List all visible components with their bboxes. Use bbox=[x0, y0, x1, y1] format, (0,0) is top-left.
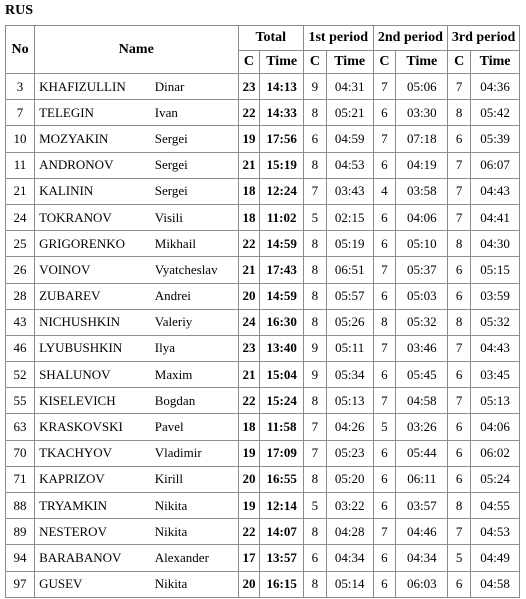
player-number: 89 bbox=[6, 519, 35, 545]
p3-time: 04:53 bbox=[471, 519, 520, 545]
header-total: Total bbox=[238, 26, 303, 51]
p1-shifts: 8 bbox=[303, 466, 326, 492]
p3-shifts: 7 bbox=[448, 335, 471, 361]
player-last-name: ZUBAREV bbox=[35, 283, 149, 309]
player-last-name: BARABANOV bbox=[35, 545, 149, 571]
p3-time: 04:06 bbox=[471, 414, 520, 440]
p2-shifts: 6 bbox=[373, 571, 396, 597]
p1-time: 06:51 bbox=[326, 257, 373, 283]
p2-shifts: 7 bbox=[373, 74, 396, 100]
player-last-name: LYUBUSHKIN bbox=[35, 335, 149, 361]
player-first-name: Mikhail bbox=[149, 231, 238, 257]
p1-time: 05:19 bbox=[326, 231, 373, 257]
team-title: RUS bbox=[5, 3, 34, 18]
player-first-name: Valeriy bbox=[149, 309, 238, 335]
p3-shifts: 7 bbox=[448, 204, 471, 230]
player-first-name: Sergei bbox=[149, 178, 238, 204]
player-first-name: Nikita bbox=[149, 493, 238, 519]
total-shifts: 24 bbox=[238, 309, 260, 335]
header-name: Name bbox=[35, 26, 238, 74]
total-time: 17:43 bbox=[260, 257, 304, 283]
p1-shifts: 5 bbox=[303, 493, 326, 519]
p2-time: 04:46 bbox=[396, 519, 448, 545]
p3-shifts: 6 bbox=[448, 126, 471, 152]
player-number: 43 bbox=[6, 309, 35, 335]
player-number: 7 bbox=[6, 100, 35, 126]
player-number: 94 bbox=[6, 545, 35, 571]
p1-shifts: 8 bbox=[303, 283, 326, 309]
table-body bbox=[6, 74, 520, 598]
total-shifts: 21 bbox=[238, 257, 260, 283]
total-time: 17:56 bbox=[260, 126, 304, 152]
p1-time: 04:53 bbox=[326, 152, 373, 178]
p2-time: 04:58 bbox=[396, 388, 448, 414]
p1-time: 05:11 bbox=[326, 335, 373, 361]
p1-time: 05:26 bbox=[326, 309, 373, 335]
table-row bbox=[6, 283, 520, 309]
p2-time: 05:44 bbox=[396, 440, 448, 466]
p3-time: 04:41 bbox=[471, 204, 520, 230]
p3-time: 05:42 bbox=[471, 100, 520, 126]
p2-shifts: 6 bbox=[373, 466, 396, 492]
player-last-name: GRIGORENKO bbox=[35, 231, 149, 257]
p1-shifts: 8 bbox=[303, 100, 326, 126]
p3-shifts: 8 bbox=[448, 493, 471, 519]
player-first-name: Andrei bbox=[149, 283, 238, 309]
table-row bbox=[6, 440, 520, 466]
player-first-name: Sergei bbox=[149, 152, 238, 178]
p2-shifts: 6 bbox=[373, 100, 396, 126]
p1-time: 05:20 bbox=[326, 466, 373, 492]
p3-time: 05:32 bbox=[471, 309, 520, 335]
p2-shifts: 7 bbox=[373, 257, 396, 283]
p2-shifts: 6 bbox=[373, 283, 396, 309]
p3-shifts: 7 bbox=[448, 74, 471, 100]
player-last-name: MOZYAKIN bbox=[35, 126, 149, 152]
player-number: 63 bbox=[6, 414, 35, 440]
p2-time: 03:57 bbox=[396, 493, 448, 519]
p2-time: 05:45 bbox=[396, 362, 448, 388]
player-last-name: SHALUNOV bbox=[35, 362, 149, 388]
p1-time: 05:13 bbox=[326, 388, 373, 414]
p2-shifts: 7 bbox=[373, 335, 396, 361]
header-p1-c: C bbox=[303, 51, 326, 74]
p2-time: 05:37 bbox=[396, 257, 448, 283]
total-time: 12:14 bbox=[260, 493, 304, 519]
p3-shifts: 6 bbox=[448, 362, 471, 388]
total-time: 11:02 bbox=[260, 204, 304, 230]
p1-shifts: 8 bbox=[303, 152, 326, 178]
p2-time: 05:32 bbox=[396, 309, 448, 335]
header-period-3: 3rd period bbox=[448, 26, 520, 51]
p1-shifts: 6 bbox=[303, 545, 326, 571]
p2-shifts: 6 bbox=[373, 545, 396, 571]
player-number: 71 bbox=[6, 466, 35, 492]
player-last-name: KALININ bbox=[35, 178, 149, 204]
total-time: 16:15 bbox=[260, 571, 304, 597]
p3-shifts: 6 bbox=[448, 571, 471, 597]
total-shifts: 19 bbox=[238, 126, 260, 152]
p1-time: 05:34 bbox=[326, 362, 373, 388]
p2-shifts: 5 bbox=[373, 414, 396, 440]
p1-shifts: 9 bbox=[303, 335, 326, 361]
total-time: 14:13 bbox=[260, 74, 304, 100]
player-last-name: KISELEVICH bbox=[35, 388, 149, 414]
p2-shifts: 6 bbox=[373, 362, 396, 388]
p3-time: 06:02 bbox=[471, 440, 520, 466]
p1-shifts: 7 bbox=[303, 414, 326, 440]
player-last-name: GUSEV bbox=[35, 571, 149, 597]
total-time: 15:19 bbox=[260, 152, 304, 178]
p3-shifts: 8 bbox=[448, 309, 471, 335]
total-shifts: 21 bbox=[238, 152, 260, 178]
table-row bbox=[6, 231, 520, 257]
p3-shifts: 8 bbox=[448, 100, 471, 126]
total-shifts: 18 bbox=[238, 178, 260, 204]
p1-time: 04:59 bbox=[326, 126, 373, 152]
total-shifts: 20 bbox=[238, 283, 260, 309]
p3-shifts: 6 bbox=[448, 283, 471, 309]
header-row-top bbox=[6, 26, 520, 51]
player-first-name: Kirill bbox=[149, 466, 238, 492]
total-time: 14:07 bbox=[260, 519, 304, 545]
player-first-name: Visili bbox=[149, 204, 238, 230]
header-period-1: 1st period bbox=[303, 26, 373, 51]
player-number: 25 bbox=[6, 231, 35, 257]
p3-shifts: 6 bbox=[448, 257, 471, 283]
player-last-name: NICHUSHKIN bbox=[35, 309, 149, 335]
total-shifts: 22 bbox=[238, 231, 260, 257]
p2-shifts: 6 bbox=[373, 152, 396, 178]
header-p2-time: Time bbox=[396, 51, 448, 74]
player-number: 88 bbox=[6, 493, 35, 519]
p2-time: 03:46 bbox=[396, 335, 448, 361]
total-shifts: 22 bbox=[238, 100, 260, 126]
player-number: 24 bbox=[6, 204, 35, 230]
total-time: 13:57 bbox=[260, 545, 304, 571]
p1-time: 05:57 bbox=[326, 283, 373, 309]
table-row bbox=[6, 257, 520, 283]
total-time: 12:24 bbox=[260, 178, 304, 204]
player-number: 11 bbox=[6, 152, 35, 178]
total-time: 14:59 bbox=[260, 231, 304, 257]
p1-shifts: 8 bbox=[303, 519, 326, 545]
p1-shifts: 7 bbox=[303, 440, 326, 466]
p1-shifts: 8 bbox=[303, 571, 326, 597]
header-total-c: C bbox=[238, 51, 260, 74]
p3-shifts: 6 bbox=[448, 440, 471, 466]
table-row bbox=[6, 126, 520, 152]
total-shifts: 17 bbox=[238, 545, 260, 571]
player-first-name: Ivan bbox=[149, 100, 238, 126]
total-time: 17:09 bbox=[260, 440, 304, 466]
p3-time: 04:36 bbox=[471, 74, 520, 100]
table-row bbox=[6, 335, 520, 361]
p1-shifts: 6 bbox=[303, 126, 326, 152]
p3-shifts: 8 bbox=[448, 231, 471, 257]
p3-time: 04:43 bbox=[471, 335, 520, 361]
player-number: 46 bbox=[6, 335, 35, 361]
player-last-name: TKACHYOV bbox=[35, 440, 149, 466]
p2-time: 05:03 bbox=[396, 283, 448, 309]
p3-shifts: 7 bbox=[448, 388, 471, 414]
table-row bbox=[6, 519, 520, 545]
p2-shifts: 6 bbox=[373, 440, 396, 466]
p3-time: 05:13 bbox=[471, 388, 520, 414]
player-first-name: Ilya bbox=[149, 335, 238, 361]
total-shifts: 21 bbox=[238, 362, 260, 388]
p1-time: 02:15 bbox=[326, 204, 373, 230]
player-last-name: TELEGIN bbox=[35, 100, 149, 126]
p1-shifts: 7 bbox=[303, 178, 326, 204]
player-number: 26 bbox=[6, 257, 35, 283]
p1-shifts: 8 bbox=[303, 257, 326, 283]
p1-time: 04:28 bbox=[326, 519, 373, 545]
table-row bbox=[6, 178, 520, 204]
total-time: 16:30 bbox=[260, 309, 304, 335]
header-total-time: Time bbox=[260, 51, 304, 74]
p2-time: 03:58 bbox=[396, 178, 448, 204]
header-p2-c: C bbox=[373, 51, 396, 74]
p2-time: 06:03 bbox=[396, 571, 448, 597]
player-first-name: Bogdan bbox=[149, 388, 238, 414]
p1-shifts: 9 bbox=[303, 74, 326, 100]
p3-shifts: 6 bbox=[448, 414, 471, 440]
player-first-name: Vyatcheslav bbox=[149, 257, 238, 283]
p3-shifts: 6 bbox=[448, 466, 471, 492]
p1-shifts: 8 bbox=[303, 309, 326, 335]
p3-time: 03:45 bbox=[471, 362, 520, 388]
total-time: 14:59 bbox=[260, 283, 304, 309]
total-time: 15:24 bbox=[260, 388, 304, 414]
player-toi-table bbox=[5, 25, 520, 598]
player-first-name: Nikita bbox=[149, 519, 238, 545]
player-last-name: ANDRONOV bbox=[35, 152, 149, 178]
player-last-name: TOKRANOV bbox=[35, 204, 149, 230]
total-shifts: 19 bbox=[238, 440, 260, 466]
player-last-name: VOINOV bbox=[35, 257, 149, 283]
p1-time: 04:34 bbox=[326, 545, 373, 571]
p1-shifts: 9 bbox=[303, 362, 326, 388]
p2-time: 04:34 bbox=[396, 545, 448, 571]
p2-shifts: 6 bbox=[373, 493, 396, 519]
p3-time: 05:24 bbox=[471, 466, 520, 492]
p3-shifts: 7 bbox=[448, 178, 471, 204]
player-first-name: Alexander bbox=[149, 545, 238, 571]
header-p3-time: Time bbox=[471, 51, 520, 74]
p2-time: 04:06 bbox=[396, 204, 448, 230]
table-row bbox=[6, 466, 520, 492]
player-first-name: Nikita bbox=[149, 571, 238, 597]
p2-time: 07:18 bbox=[396, 126, 448, 152]
table-row bbox=[6, 571, 520, 597]
total-shifts: 22 bbox=[238, 388, 260, 414]
p3-time: 06:07 bbox=[471, 152, 520, 178]
p1-time: 04:31 bbox=[326, 74, 373, 100]
player-number: 70 bbox=[6, 440, 35, 466]
player-first-name: Pavel bbox=[149, 414, 238, 440]
total-time: 14:33 bbox=[260, 100, 304, 126]
p1-time: 05:14 bbox=[326, 571, 373, 597]
player-number: 28 bbox=[6, 283, 35, 309]
p3-shifts: 7 bbox=[448, 152, 471, 178]
table-row bbox=[6, 493, 520, 519]
total-time: 16:55 bbox=[260, 466, 304, 492]
p1-time: 03:22 bbox=[326, 493, 373, 519]
total-shifts: 20 bbox=[238, 466, 260, 492]
total-shifts: 22 bbox=[238, 519, 260, 545]
table-row bbox=[6, 388, 520, 414]
table-row bbox=[6, 74, 520, 100]
total-time: 13:40 bbox=[260, 335, 304, 361]
table-row bbox=[6, 362, 520, 388]
table-row bbox=[6, 309, 520, 335]
table-row bbox=[6, 152, 520, 178]
p1-time: 05:23 bbox=[326, 440, 373, 466]
table-row bbox=[6, 414, 520, 440]
player-last-name: KHAFIZULLIN bbox=[35, 74, 149, 100]
table-row bbox=[6, 204, 520, 230]
player-last-name: NESTEROV bbox=[35, 519, 149, 545]
p2-shifts: 7 bbox=[373, 388, 396, 414]
player-number: 21 bbox=[6, 178, 35, 204]
total-shifts: 18 bbox=[238, 414, 260, 440]
player-last-name: TRYAMKIN bbox=[35, 493, 149, 519]
p3-time: 05:39 bbox=[471, 126, 520, 152]
p3-shifts: 5 bbox=[448, 545, 471, 571]
total-shifts: 18 bbox=[238, 204, 260, 230]
player-first-name: Sergei bbox=[149, 126, 238, 152]
p2-shifts: 6 bbox=[373, 204, 396, 230]
p1-shifts: 8 bbox=[303, 231, 326, 257]
player-first-name: Vladimir bbox=[149, 440, 238, 466]
player-number: 52 bbox=[6, 362, 35, 388]
player-first-name: Dinar bbox=[149, 74, 238, 100]
player-first-name: Maxim bbox=[149, 362, 238, 388]
p1-shifts: 5 bbox=[303, 204, 326, 230]
total-shifts: 19 bbox=[238, 493, 260, 519]
table-row bbox=[6, 545, 520, 571]
p2-time: 03:26 bbox=[396, 414, 448, 440]
p2-time: 06:11 bbox=[396, 466, 448, 492]
p3-time: 03:59 bbox=[471, 283, 520, 309]
p3-time: 04:30 bbox=[471, 231, 520, 257]
p2-shifts: 6 bbox=[373, 231, 396, 257]
player-number: 97 bbox=[6, 571, 35, 597]
player-number: 10 bbox=[6, 126, 35, 152]
p2-shifts: 8 bbox=[373, 309, 396, 335]
p1-time: 05:21 bbox=[326, 100, 373, 126]
p3-time: 04:49 bbox=[471, 545, 520, 571]
p1-shifts: 8 bbox=[303, 388, 326, 414]
p3-time: 04:43 bbox=[471, 178, 520, 204]
header-p3-c: C bbox=[448, 51, 471, 74]
total-shifts: 20 bbox=[238, 571, 260, 597]
header-period-2: 2nd period bbox=[373, 26, 448, 51]
p3-time: 04:58 bbox=[471, 571, 520, 597]
total-time: 11:58 bbox=[260, 414, 304, 440]
p2-time: 05:06 bbox=[396, 74, 448, 100]
p1-time: 03:43 bbox=[326, 178, 373, 204]
total-shifts: 23 bbox=[238, 335, 260, 361]
player-last-name: KAPRIZOV bbox=[35, 466, 149, 492]
p2-time: 03:30 bbox=[396, 100, 448, 126]
p2-shifts: 7 bbox=[373, 126, 396, 152]
player-number: 3 bbox=[6, 74, 35, 100]
total-time: 15:04 bbox=[260, 362, 304, 388]
player-number: 55 bbox=[6, 388, 35, 414]
p1-time: 04:26 bbox=[326, 414, 373, 440]
p2-shifts: 4 bbox=[373, 178, 396, 204]
total-shifts: 23 bbox=[238, 74, 260, 100]
header-p1-time: Time bbox=[326, 51, 373, 74]
table-row bbox=[6, 100, 520, 126]
p2-time: 04:19 bbox=[396, 152, 448, 178]
p3-time: 04:55 bbox=[471, 493, 520, 519]
header-no: No bbox=[6, 26, 35, 74]
p3-time: 05:15 bbox=[471, 257, 520, 283]
p2-shifts: 7 bbox=[373, 519, 396, 545]
p2-time: 05:10 bbox=[396, 231, 448, 257]
player-last-name: KRASKOVSKI bbox=[35, 414, 149, 440]
p3-shifts: 7 bbox=[448, 519, 471, 545]
